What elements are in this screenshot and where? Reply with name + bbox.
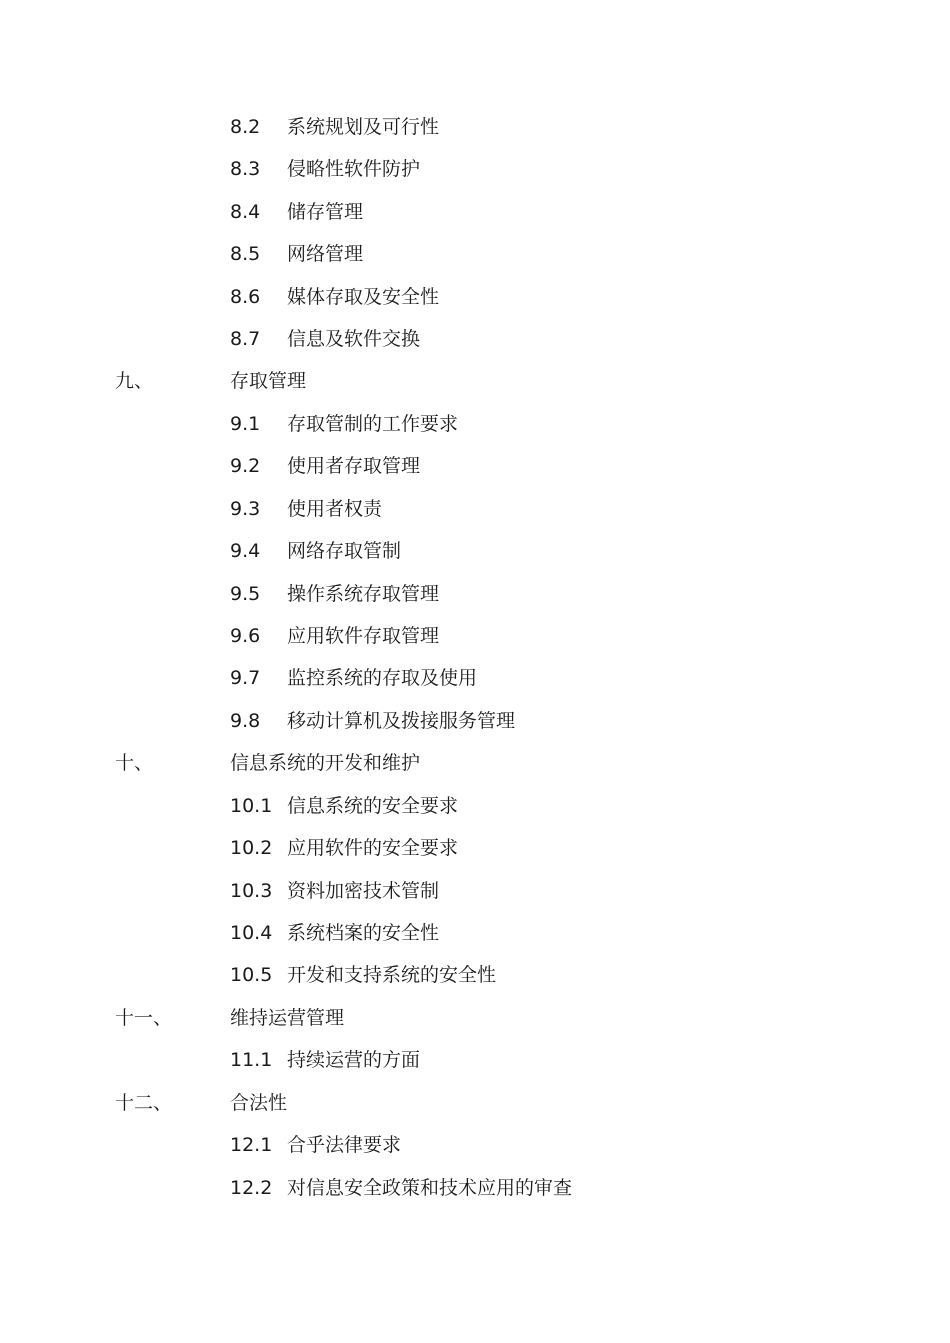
toc-chapter-title: 信息系统的开发和维护 bbox=[230, 752, 421, 774]
toc-entry-number: 9.3 bbox=[230, 498, 261, 520]
toc-entry-number: 12.2 bbox=[230, 1177, 273, 1199]
toc-entry-title: 储存管理 bbox=[287, 201, 364, 223]
toc-entry-title: 开发和支持系统的安全性 bbox=[287, 964, 497, 986]
toc-chapter-title: 存取管理 bbox=[230, 370, 307, 392]
toc-entry-number: 10.5 bbox=[230, 964, 273, 986]
toc-entry-number: 9.8 bbox=[230, 710, 261, 732]
toc-chapter-number: 十二、 bbox=[115, 1092, 173, 1114]
toc-entry-number: 11.1 bbox=[230, 1049, 273, 1071]
toc-chapter-title: 合法性 bbox=[230, 1092, 288, 1114]
toc-entry-title: 操作系统存取管理 bbox=[287, 583, 440, 605]
toc-entry-number: 12.1 bbox=[230, 1134, 273, 1156]
toc-entry-title: 系统规划及可行性 bbox=[287, 116, 440, 138]
toc-entry-number: 9.4 bbox=[230, 540, 261, 562]
toc-entry-title: 对信息安全政策和技术应用的审查 bbox=[287, 1177, 573, 1199]
toc-entry-number: 10.2 bbox=[230, 837, 273, 859]
toc-entry-number: 8.4 bbox=[230, 201, 261, 223]
toc-entry-number: 9.2 bbox=[230, 455, 261, 477]
toc-entry-title: 持续运营的方面 bbox=[287, 1049, 421, 1071]
toc-entry-number: 9.7 bbox=[230, 667, 261, 689]
toc-entry-title: 使用者权责 bbox=[287, 498, 383, 520]
toc-entry-number: 10.1 bbox=[230, 795, 273, 817]
toc-entry-title: 系统档案的安全性 bbox=[287, 922, 440, 944]
toc-entry-title: 存取管制的工作要求 bbox=[287, 413, 459, 435]
toc-entry-title: 信息及软件交换 bbox=[287, 328, 421, 350]
toc-entry-title: 应用软件存取管理 bbox=[287, 625, 440, 647]
toc-entry-number: 10.4 bbox=[230, 922, 273, 944]
toc-entry-number: 8.5 bbox=[230, 243, 261, 265]
toc-chapter-number: 十、 bbox=[115, 752, 154, 774]
toc-entry-title: 合乎法律要求 bbox=[287, 1134, 402, 1156]
toc-entry-number: 9.5 bbox=[230, 583, 261, 605]
toc-entry-title: 资料加密技术管制 bbox=[287, 880, 440, 902]
toc-entry-number: 8.6 bbox=[230, 286, 261, 308]
toc-entry-number: 8.7 bbox=[230, 328, 261, 350]
toc-entry-number: 8.2 bbox=[230, 116, 261, 138]
toc-entry-number: 9.6 bbox=[230, 625, 261, 647]
toc-entry-title: 网络存取管制 bbox=[287, 540, 402, 562]
toc-entry-number: 8.3 bbox=[230, 158, 261, 180]
toc-entry-title: 移动计算机及拨接服务管理 bbox=[287, 710, 516, 732]
toc-entry-number: 9.1 bbox=[230, 413, 261, 435]
toc-entry-title: 媒体存取及安全性 bbox=[287, 286, 440, 308]
toc-entry-title: 使用者存取管理 bbox=[287, 455, 421, 477]
toc-chapter-number: 十一、 bbox=[115, 1007, 173, 1029]
toc-entry-number: 10.3 bbox=[230, 880, 273, 902]
toc-entry-title: 应用软件的安全要求 bbox=[287, 837, 459, 859]
toc-entry-title: 侵略性软件防护 bbox=[287, 158, 421, 180]
toc-entry-title: 信息系统的安全要求 bbox=[287, 795, 459, 817]
toc-chapter-title: 维持运营管理 bbox=[230, 1007, 345, 1029]
toc-entry-title: 网络管理 bbox=[287, 243, 364, 265]
toc-entry-title: 监控系统的存取及使用 bbox=[287, 667, 478, 689]
toc-chapter-number: 九、 bbox=[115, 370, 154, 392]
